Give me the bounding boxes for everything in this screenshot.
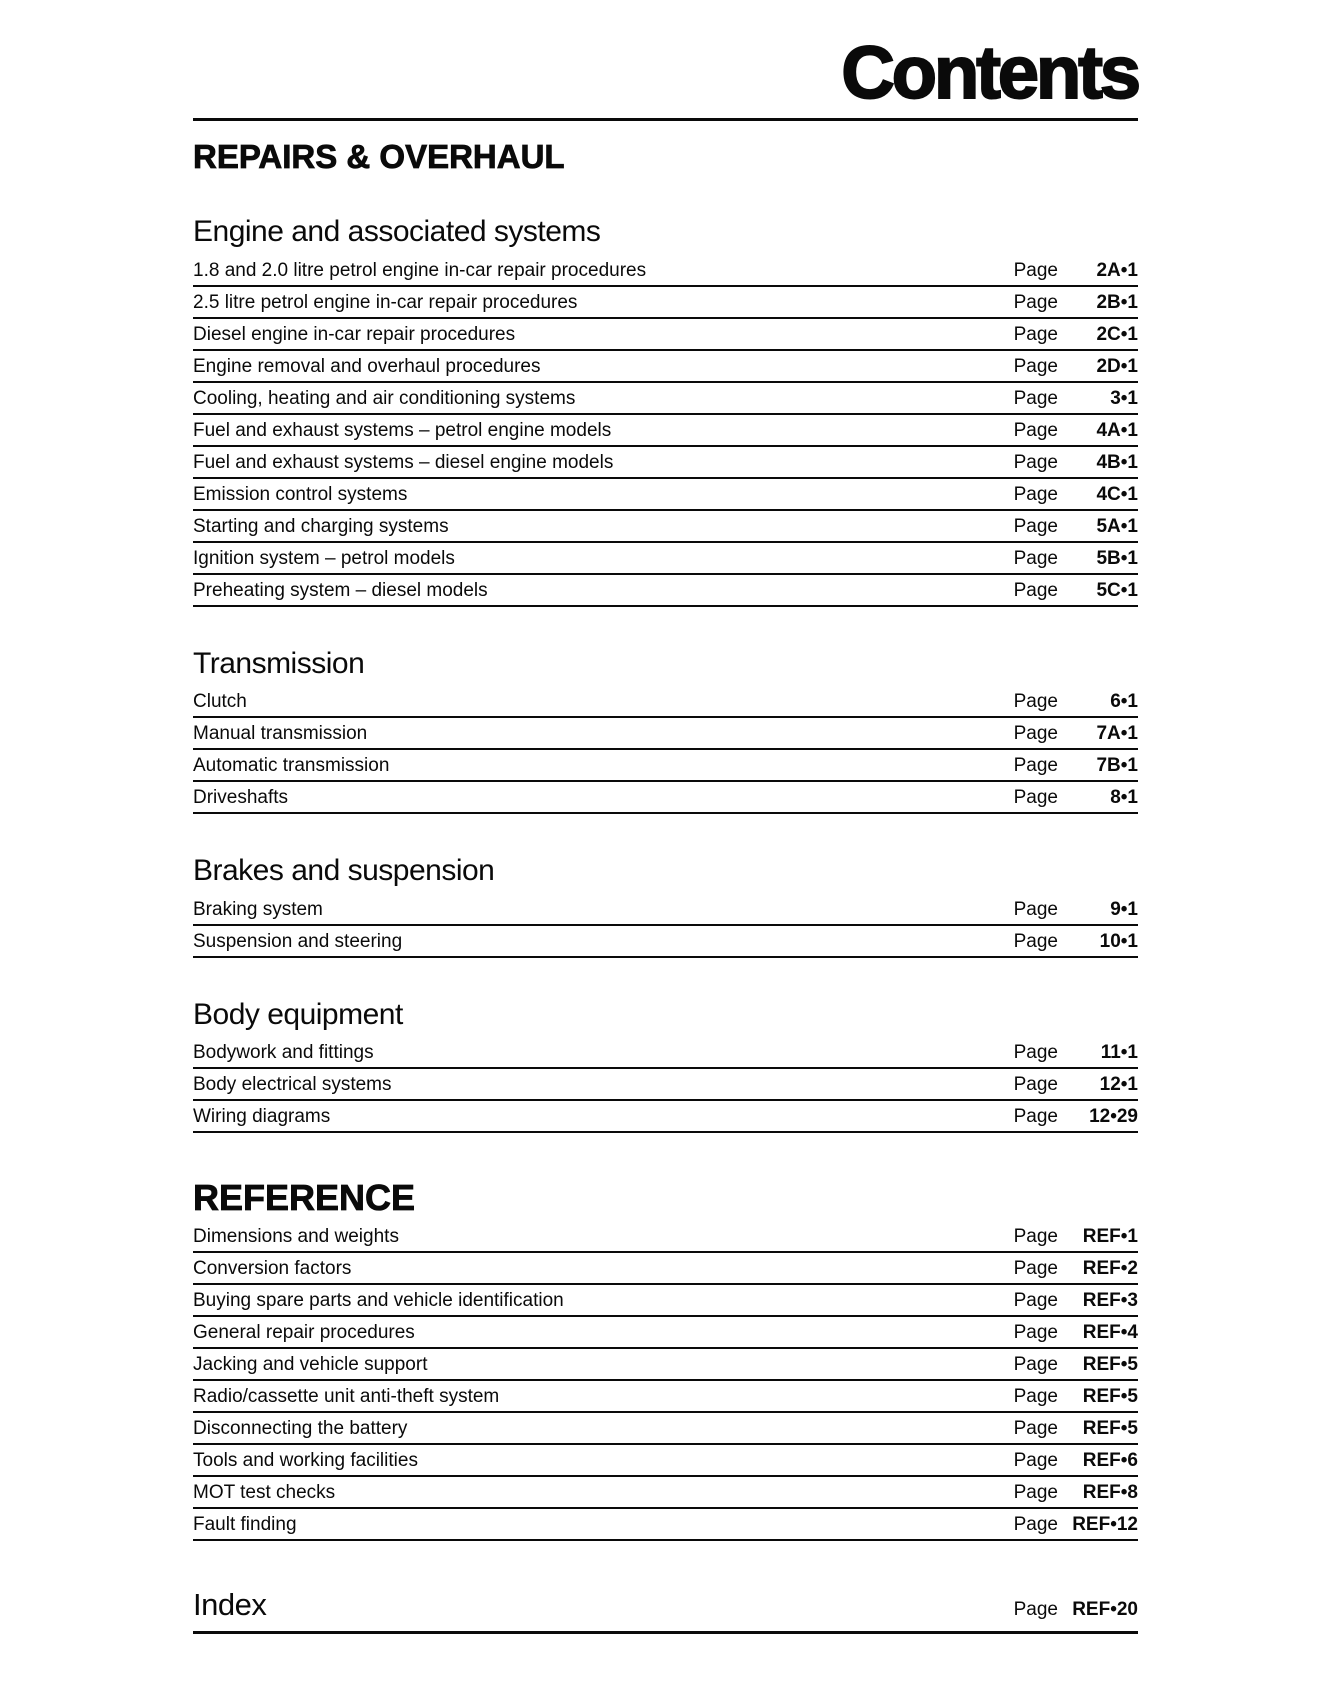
- page-word: Page: [1013, 723, 1058, 745]
- section-heading-row: [193, 1177, 1138, 1220]
- toc-row: [193, 575, 1138, 607]
- page-number: 3•1: [1110, 387, 1138, 409]
- section-engine-and-associated-systems: [193, 215, 1138, 607]
- toc-row: [193, 1253, 1138, 1285]
- toc-item-label: General repair procedures: [193, 1321, 415, 1343]
- toc-item-label: Clutch: [193, 691, 247, 713]
- page-word: Page: [1013, 787, 1058, 809]
- page-word: Page: [1013, 1225, 1058, 1247]
- toc-row: [193, 383, 1138, 415]
- section-heading-row: [193, 854, 1138, 894]
- toc-item-label: Starting and charging systems: [193, 515, 449, 537]
- section-index: [193, 1587, 1138, 1635]
- page-word: Page: [1013, 323, 1058, 345]
- page-word: Page: [1013, 1042, 1058, 1064]
- page-number: REF•5: [1082, 1385, 1138, 1407]
- page-word: Page: [1013, 1598, 1058, 1620]
- page-number: REF•1: [1082, 1225, 1138, 1247]
- page-word: Page: [1013, 259, 1058, 281]
- page-word: Page: [1013, 451, 1058, 473]
- page-header: [193, 31, 1138, 175]
- toc-row: [193, 543, 1138, 575]
- toc-row: [193, 686, 1138, 718]
- toc-row: [193, 319, 1138, 351]
- toc-item-label: Engine removal and overhaul procedures: [193, 355, 541, 377]
- toc-item-label: Cooling, heating and air conditioning systems: [193, 387, 576, 409]
- toc-item-label: 2.5 litre petrol engine in-car repair procedures: [193, 291, 578, 313]
- toc-item-label: MOT test checks: [193, 1481, 336, 1503]
- repairs-overhaul-heading: REPAIRS & OVERHAUL: [193, 138, 565, 175]
- section-heading: Brakes and suspension: [193, 854, 495, 888]
- toc-item-label: Buying spare parts and vehicle identification: [193, 1289, 564, 1311]
- toc-row: [193, 1221, 1138, 1253]
- page-number: 9•1: [1110, 898, 1138, 920]
- section-transmission: [193, 647, 1138, 815]
- page-word: Page: [1013, 930, 1058, 952]
- page-word: Page: [1013, 1449, 1058, 1471]
- section-heading: Body equipment: [193, 997, 403, 1031]
- page-number: 4A•1: [1096, 419, 1138, 441]
- page-number: REF•5: [1082, 1353, 1138, 1375]
- toc-item-label: Fuel and exhaust systems – petrol engine models: [193, 419, 612, 441]
- page-number: 7A•1: [1096, 723, 1138, 745]
- page-word: Page: [1013, 1321, 1058, 1343]
- toc-item-label: Diesel engine in-car repair procedures: [193, 323, 516, 345]
- toc-row: [193, 1349, 1138, 1381]
- toc-item-label: 1.8 and 2.0 litre petrol engine in-car repair procedures: [193, 259, 647, 281]
- page-word: Page: [1013, 691, 1058, 713]
- toc-row: [193, 894, 1138, 926]
- page-number: 8•1: [1110, 787, 1138, 809]
- toc-item-label: Tools and working facilities: [193, 1449, 418, 1471]
- toc-sections: [193, 215, 1138, 1634]
- section-heading-row: [193, 998, 1138, 1038]
- page-number: REF•5: [1082, 1417, 1138, 1439]
- page-word: Page: [1013, 1074, 1058, 1096]
- page-word: Page: [1013, 1417, 1058, 1439]
- page-number: REF•8: [1082, 1481, 1138, 1503]
- toc-item-label: Fault finding: [193, 1513, 297, 1535]
- page-word: Page: [1013, 1385, 1058, 1407]
- toc-row: [193, 1509, 1138, 1541]
- toc-item-label: Bodywork and fittings: [193, 1042, 374, 1064]
- toc-row: [193, 1477, 1138, 1509]
- page-number: 11•1: [1100, 1042, 1138, 1064]
- toc-item-label: Disconnecting the battery: [193, 1417, 408, 1439]
- toc-item-label: Fuel and exhaust systems – diesel engine models: [193, 451, 614, 473]
- toc-row: [193, 1381, 1138, 1413]
- toc-row: [193, 782, 1138, 814]
- section-heading: Transmission: [193, 646, 365, 680]
- page-number: 2B•1: [1096, 291, 1138, 313]
- page-word: Page: [1013, 515, 1058, 537]
- toc-row: [193, 1413, 1138, 1445]
- section-heading-row: [193, 1587, 1138, 1635]
- section-heading: Index: [193, 1586, 267, 1622]
- toc-row: [193, 479, 1138, 511]
- page-number: REF•2: [1082, 1257, 1138, 1279]
- page-word: Page: [1013, 1106, 1058, 1128]
- page-word: Page: [1013, 1353, 1058, 1375]
- toc-row: [193, 1037, 1138, 1069]
- toc-item-label: Body electrical systems: [193, 1074, 392, 1096]
- toc-item-label: Manual transmission: [193, 723, 368, 745]
- page-word: Page: [1013, 1257, 1058, 1279]
- toc-row: [193, 1069, 1138, 1101]
- page-word: Page: [1013, 419, 1058, 441]
- page-word: Page: [1013, 755, 1058, 777]
- toc-item-label: Emission control systems: [193, 483, 408, 505]
- section-brakes-and-suspension: [193, 854, 1138, 958]
- page-word: Page: [1013, 1481, 1058, 1503]
- page-number: 12•1: [1099, 1074, 1138, 1096]
- page-word: Page: [1013, 898, 1058, 920]
- toc-row: [193, 1317, 1138, 1349]
- page-word: Page: [1013, 579, 1058, 601]
- toc-item-label: Conversion factors: [193, 1257, 352, 1279]
- toc-item-label: Braking system: [193, 898, 323, 920]
- toc-item-label: Dimensions and weights: [193, 1225, 399, 1247]
- page-word: Page: [1013, 483, 1058, 505]
- toc-item-label: Ignition system – petrol models: [193, 547, 455, 569]
- page-word: Page: [1013, 547, 1058, 569]
- toc-item-label: Suspension and steering: [193, 930, 403, 952]
- section-heading: REFERENCE: [193, 1177, 416, 1219]
- page-word: Page: [1013, 291, 1058, 313]
- page-number: 5C•1: [1096, 579, 1138, 601]
- page-title: Contents: [841, 31, 1138, 114]
- page-word: Page: [1013, 355, 1058, 377]
- page-number: 12•29: [1089, 1106, 1138, 1128]
- page-number: REF•6: [1082, 1449, 1138, 1471]
- page-number: 4C•1: [1096, 483, 1138, 505]
- page-word: Page: [1013, 1289, 1058, 1311]
- section-reference: [193, 1177, 1138, 1540]
- toc-item-label: Jacking and vehicle support: [193, 1353, 428, 1375]
- toc-item-label: Preheating system – diesel models: [193, 579, 488, 601]
- page-number: 2A•1: [1096, 259, 1138, 281]
- page-number: REF•20: [1072, 1598, 1138, 1620]
- toc-row: [193, 287, 1138, 319]
- toc-row: [193, 1445, 1138, 1477]
- page-word: Page: [1013, 387, 1058, 409]
- page-number: REF•12: [1072, 1513, 1138, 1535]
- page-number: 7B•1: [1096, 755, 1138, 777]
- toc-row: [193, 750, 1138, 782]
- page-number: 2D•1: [1096, 355, 1138, 377]
- section-heading: Engine and associated systems: [193, 215, 601, 249]
- toc-row: [193, 511, 1138, 543]
- section-heading-row: [193, 647, 1138, 687]
- page-number: 5A•1: [1096, 515, 1138, 537]
- title-divider: [193, 118, 1138, 121]
- toc-item-label: Wiring diagrams: [193, 1106, 331, 1128]
- toc-row: [193, 1101, 1138, 1133]
- toc-row: [193, 718, 1138, 750]
- section-heading-row: [193, 215, 1138, 255]
- page-number: 10•1: [1099, 930, 1138, 952]
- page-word: Page: [1013, 1513, 1058, 1535]
- section-body-equipment: [193, 998, 1138, 1134]
- toc-row: [193, 926, 1138, 958]
- page-number: REF•4: [1082, 1321, 1138, 1343]
- toc-item-label: Driveshafts: [193, 787, 289, 809]
- page-number: 6•1: [1110, 691, 1138, 713]
- page-number: 5B•1: [1096, 547, 1138, 569]
- page-number: REF•3: [1082, 1289, 1138, 1311]
- toc-row: [193, 415, 1138, 447]
- toc-item-label: Automatic transmission: [193, 755, 390, 777]
- toc-row: [193, 447, 1138, 479]
- page-number: 2C•1: [1096, 323, 1138, 345]
- toc-row: [193, 1285, 1138, 1317]
- toc-item-label: Radio/cassette unit anti-theft system: [193, 1385, 500, 1407]
- toc-row: [193, 351, 1138, 383]
- toc-row: [193, 255, 1138, 287]
- page-number: 4B•1: [1096, 451, 1138, 473]
